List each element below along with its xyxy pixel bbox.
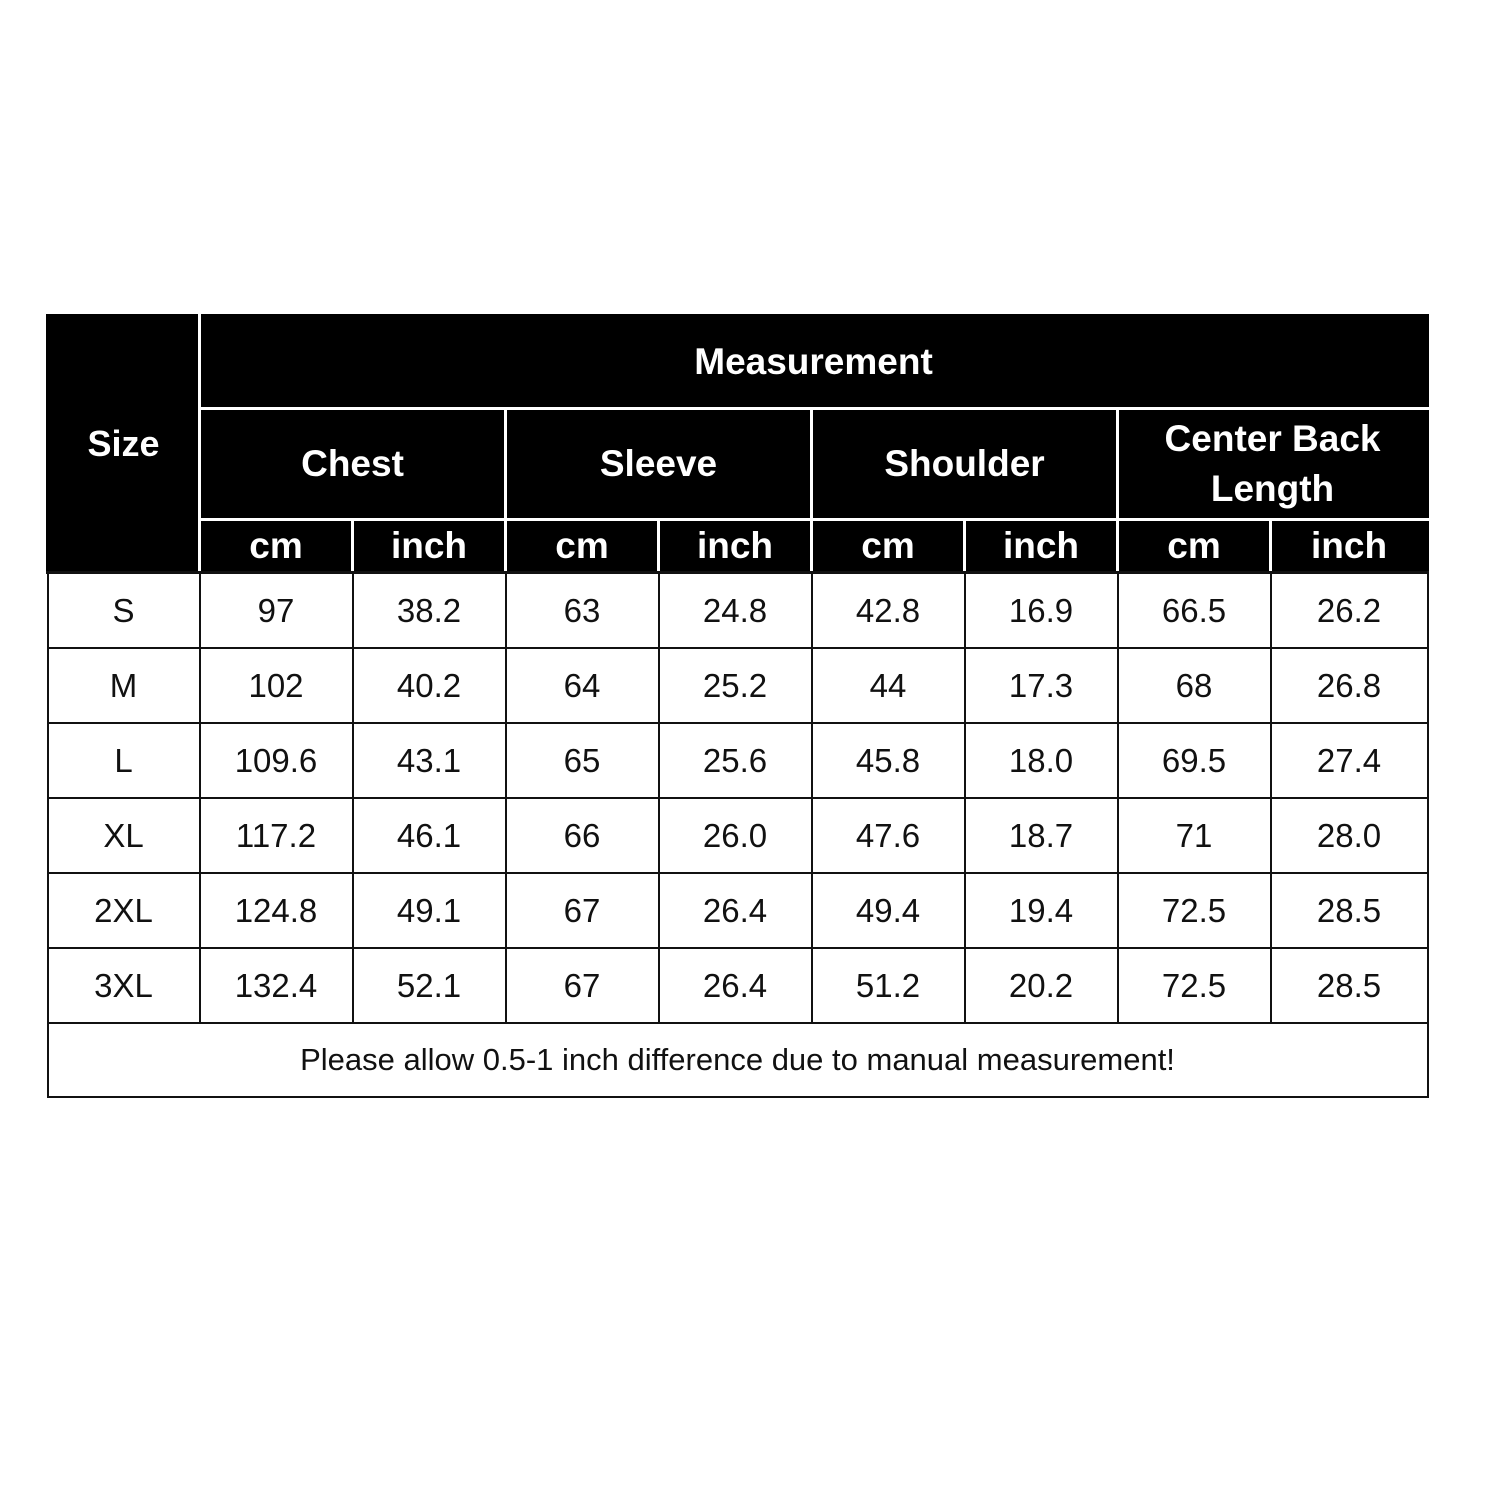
table-row	[48, 873, 1428, 948]
table-row	[48, 948, 1428, 1023]
length-inch-cell: 26.8	[1271, 648, 1428, 723]
sleeve-inch-cell: 25.6	[659, 723, 812, 798]
sleeve-inch-cell: 26.4	[659, 948, 812, 1023]
shoulder-cm-cell: 51.2	[812, 948, 965, 1023]
sleeve-cm-cell: 63	[506, 573, 659, 649]
length-cm-cell: 69.5	[1118, 723, 1271, 798]
table-header	[48, 316, 1428, 573]
shoulder-inch-cell: 19.4	[965, 873, 1118, 948]
shoulder-inch-cell: 17.3	[965, 648, 1118, 723]
size-cell: XL	[48, 798, 200, 873]
length-inch-cell: 28.5	[1271, 948, 1428, 1023]
measurement-header: Measurement	[200, 316, 1428, 409]
table-footer	[48, 1023, 1428, 1097]
chest-cm-cell: 102	[200, 648, 353, 723]
chest-inch-cell: 43.1	[353, 723, 506, 798]
length-cm-cell: 72.5	[1118, 948, 1271, 1023]
sleeve-cm-cell: 67	[506, 948, 659, 1023]
size-cell: L	[48, 723, 200, 798]
chest-inch-cell: 40.2	[353, 648, 506, 723]
chest-cm-cell: 109.6	[200, 723, 353, 798]
unit-header-chest-inch: inch	[353, 520, 506, 573]
chest-cm-cell: 124.8	[200, 873, 353, 948]
shoulder-header: Shoulder	[812, 409, 1118, 520]
unit-header-length-inch: inch	[1271, 520, 1428, 573]
length-cm-cell: 72.5	[1118, 873, 1271, 948]
table-row	[48, 798, 1428, 873]
chest-inch-cell: 49.1	[353, 873, 506, 948]
center-back-length-header: Center Back Length	[1118, 409, 1428, 520]
unit-header-length-cm: cm	[1118, 520, 1271, 573]
unit-header-sleeve-cm: cm	[506, 520, 659, 573]
shoulder-cm-cell: 42.8	[812, 573, 965, 649]
header-row-units	[48, 520, 1428, 573]
length-inch-cell: 26.2	[1271, 573, 1428, 649]
sleeve-cm-cell: 64	[506, 648, 659, 723]
chest-inch-cell: 46.1	[353, 798, 506, 873]
sleeve-inch-cell: 25.2	[659, 648, 812, 723]
size-chart-table	[46, 314, 1429, 1098]
shoulder-cm-cell: 49.4	[812, 873, 965, 948]
chest-inch-cell: 52.1	[353, 948, 506, 1023]
sleeve-header: Sleeve	[506, 409, 812, 520]
chest-header: Chest	[200, 409, 506, 520]
length-cm-cell: 66.5	[1118, 573, 1271, 649]
chest-cm-cell: 97	[200, 573, 353, 649]
header-row-groups	[48, 409, 1428, 520]
header-row-top	[48, 316, 1428, 409]
shoulder-inch-cell: 20.2	[965, 948, 1118, 1023]
chest-inch-cell: 38.2	[353, 573, 506, 649]
size-column-header: Size	[48, 316, 200, 573]
size-cell: 3XL	[48, 948, 200, 1023]
sleeve-cm-cell: 67	[506, 873, 659, 948]
length-cm-cell: 68	[1118, 648, 1271, 723]
size-cell: M	[48, 648, 200, 723]
shoulder-cm-cell: 47.6	[812, 798, 965, 873]
length-inch-cell: 28.5	[1271, 873, 1428, 948]
sleeve-cm-cell: 66	[506, 798, 659, 873]
length-inch-cell: 28.0	[1271, 798, 1428, 873]
table-body	[48, 573, 1428, 1024]
size-cell: S	[48, 573, 200, 649]
sleeve-inch-cell: 26.0	[659, 798, 812, 873]
unit-header-sleeve-inch: inch	[659, 520, 812, 573]
shoulder-inch-cell: 18.0	[965, 723, 1118, 798]
measurement-note: Please allow 0.5-1 inch difference due to manual measurement!	[48, 1023, 1428, 1097]
shoulder-inch-cell: 18.7	[965, 798, 1118, 873]
shoulder-inch-cell: 16.9	[965, 573, 1118, 649]
unit-header-shoulder-cm: cm	[812, 520, 965, 573]
shoulder-cm-cell: 44	[812, 648, 965, 723]
unit-header-chest-cm: cm	[200, 520, 353, 573]
sleeve-cm-cell: 65	[506, 723, 659, 798]
chest-cm-cell: 117.2	[200, 798, 353, 873]
unit-header-shoulder-inch: inch	[965, 520, 1118, 573]
chest-cm-cell: 132.4	[200, 948, 353, 1023]
table-row	[48, 573, 1428, 649]
table-row	[48, 648, 1428, 723]
sleeve-inch-cell: 26.4	[659, 873, 812, 948]
note-row	[48, 1023, 1428, 1097]
shoulder-cm-cell: 45.8	[812, 723, 965, 798]
length-cm-cell: 71	[1118, 798, 1271, 873]
length-inch-cell: 27.4	[1271, 723, 1428, 798]
size-cell: 2XL	[48, 873, 200, 948]
table-row	[48, 723, 1428, 798]
sleeve-inch-cell: 24.8	[659, 573, 812, 649]
